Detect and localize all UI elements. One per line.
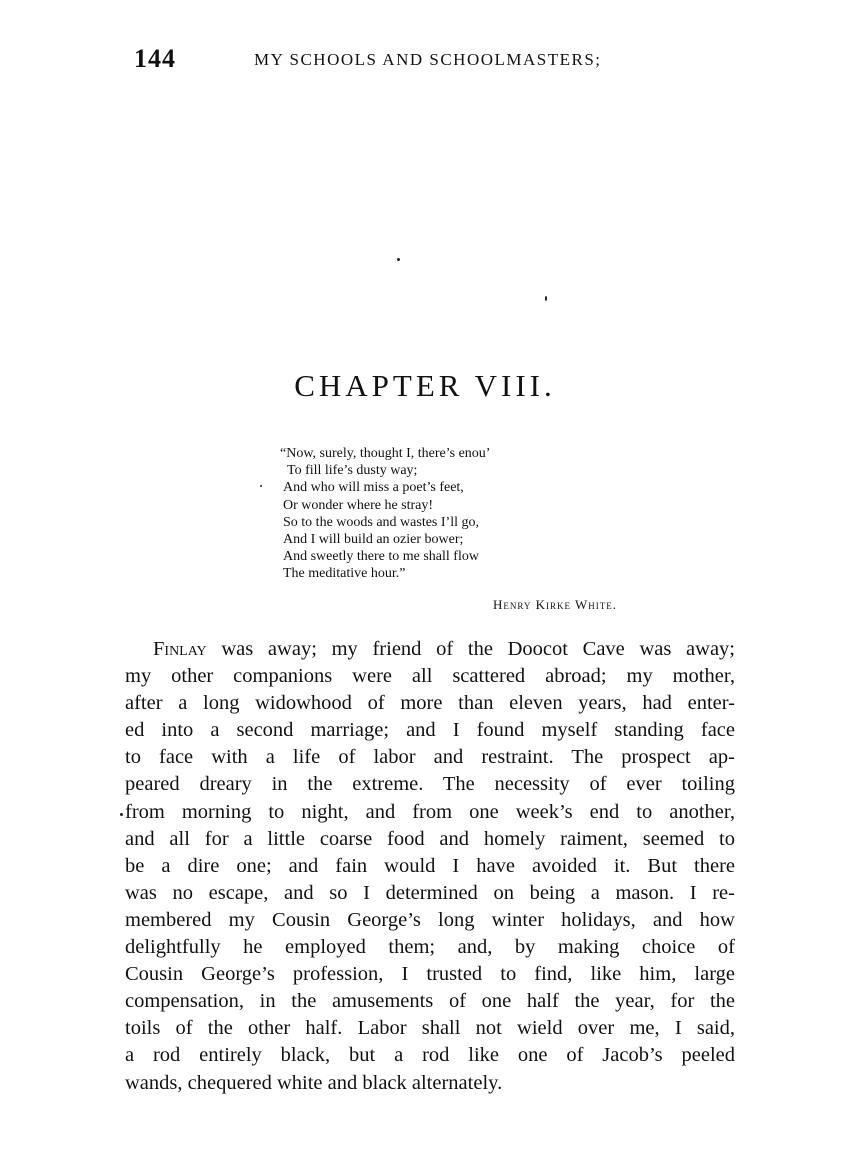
ink-speck — [545, 296, 547, 301]
epigraph-attribution: Henry Kirke White. — [493, 597, 618, 612]
body-paragraph — [125, 636, 735, 1097]
text-line: to face with a life of labor and restraint. The prospect ap- — [125, 746, 735, 769]
text-line: membered my Cousin George’s long winter holidays, and how — [125, 908, 735, 931]
text-line: and all for a little coarse food and homely raiment, seemed to — [125, 827, 735, 850]
epigraph-line: “Now, surely, thought I, there’s enou’ — [280, 446, 491, 461]
page-number: 144 — [134, 44, 176, 73]
text-line: compensation, in the amusements of one half the year, for the — [125, 990, 735, 1013]
epigraph-line: To fill life’s dusty way; — [287, 463, 418, 479]
text-line: after a long widowhood of more than eleven years, had enter- — [125, 692, 735, 715]
epigraph — [280, 445, 683, 583]
ink-speck — [397, 258, 400, 261]
epigraph-line: The meditative hour.” — [283, 566, 406, 582]
text-line: wands, chequered white and black alternately. — [125, 1071, 503, 1094]
epigraph-line: And I will build an ozier bower; — [283, 532, 464, 548]
text-line: Cousin George’s profession, I trusted to find, like him, large — [125, 963, 735, 986]
epigraph-line: Or wonder where he stray! — [283, 497, 434, 513]
text-line: a rod entirely black, but a rod like one of Jacob’s peeled — [125, 1044, 735, 1067]
running-title: MY SCHOOLS AND SCHOOLMASTERS; — [254, 50, 602, 69]
first-word: Finlay — [153, 638, 207, 660]
text-line: was no escape, and so I determined on being a mason. I re- — [125, 881, 735, 904]
ink-speck — [260, 485, 262, 487]
text-line: ed into a second marriage; and I found myself standing face — [125, 719, 735, 742]
text-line: from morning to night, and from one week’s end to another, — [125, 800, 735, 823]
text-line — [125, 636, 735, 663]
chapter-title: CHAPTER VIII. — [294, 368, 556, 403]
text-line: peared dreary in the extreme. The necessity of ever toiling — [125, 773, 735, 796]
text-line: delightfully he employed them; and, by making choice of — [125, 936, 735, 959]
text-line: my other companions were all scattered abroad; my mother, — [125, 665, 735, 688]
running-head — [134, 44, 674, 74]
epigraph-line: And who will miss a poet’s feet, — [283, 480, 464, 496]
text-line: toils of the other half. Labor shall not wield over me, I said, — [125, 1017, 735, 1040]
text-line: be a dire one; and fain would I have avoided it. But there — [125, 854, 735, 877]
epigraph-line: And sweetly there to me shall flow — [283, 549, 479, 565]
text-line-content: was away; my friend of the Doocot Cave was away; — [206, 638, 735, 660]
ink-speck — [120, 813, 123, 816]
epigraph-line: So to the woods and wastes I’ll go, — [283, 514, 479, 530]
